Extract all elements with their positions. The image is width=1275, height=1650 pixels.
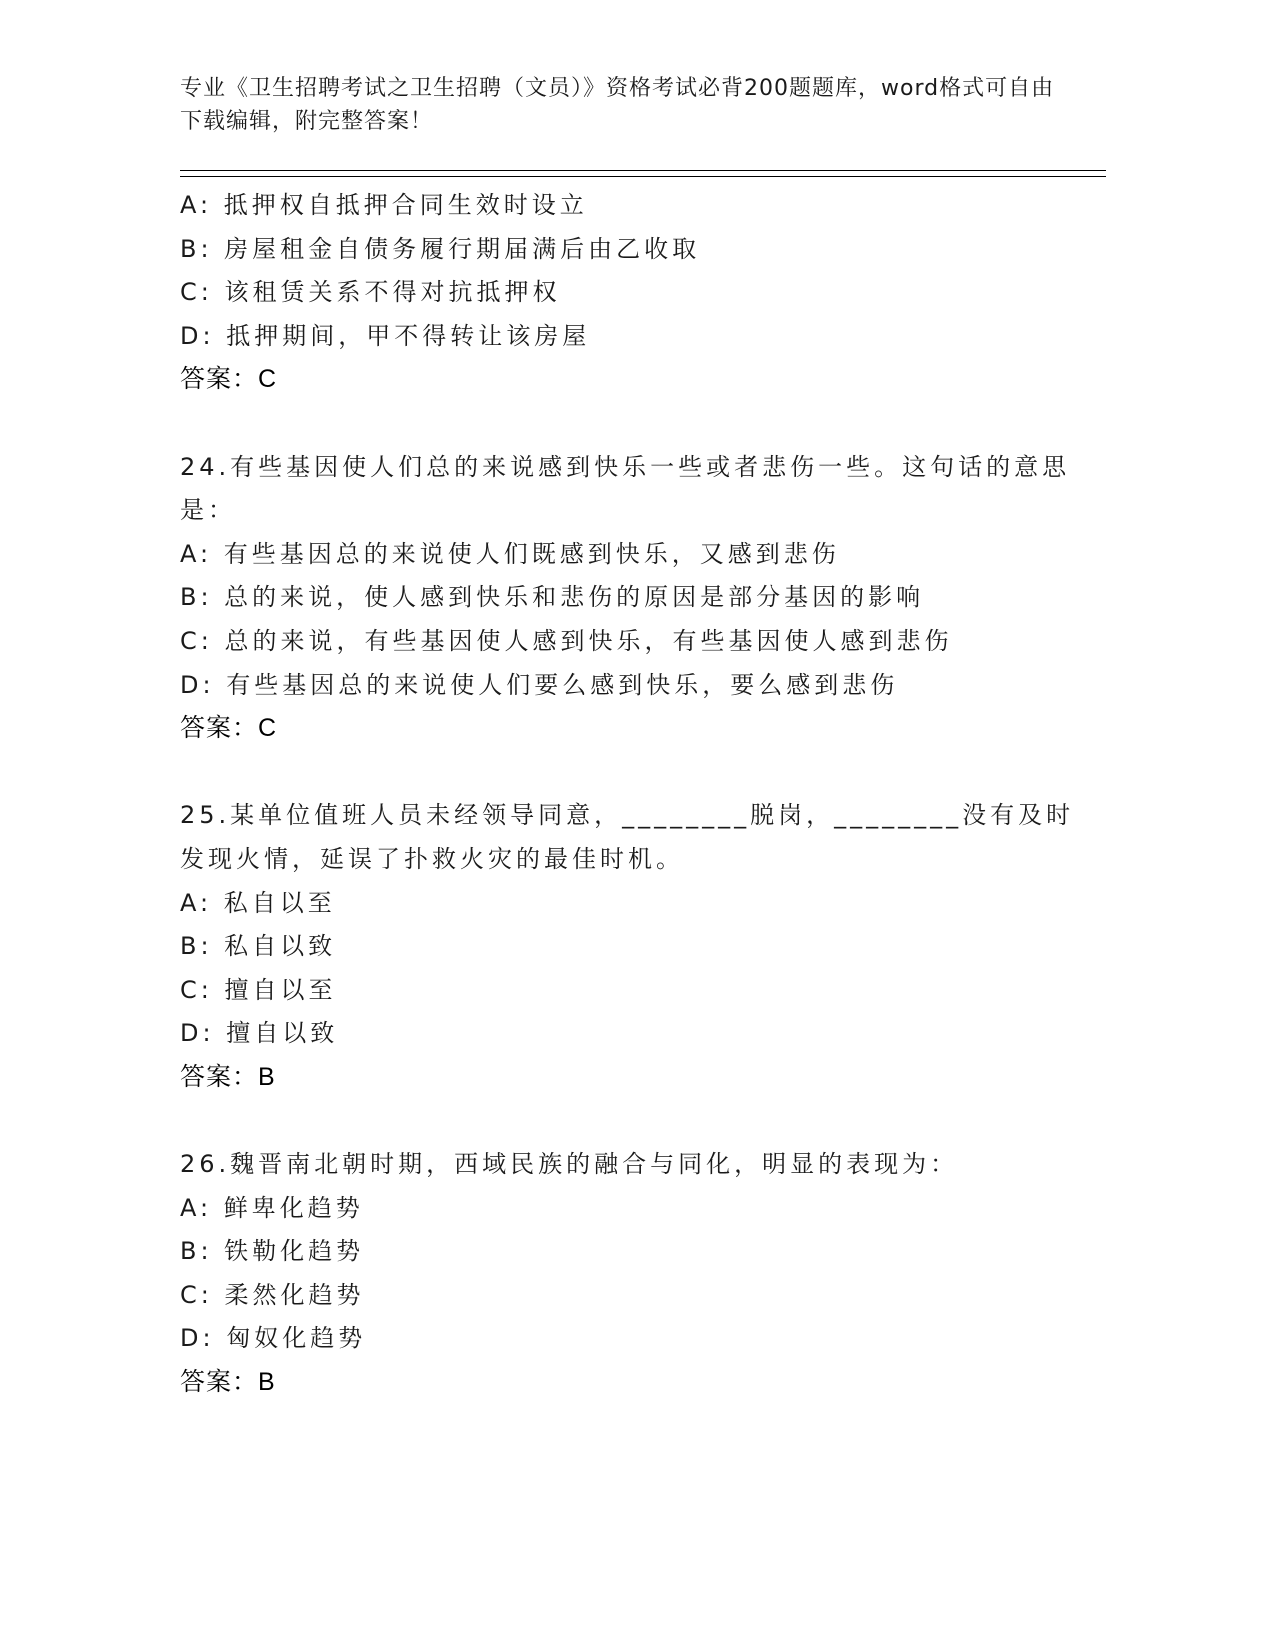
spacer bbox=[180, 402, 1080, 446]
option-b: B: 房屋租金自债务履行期届满后由乙收取 bbox=[180, 234, 701, 263]
option-d: D: 擅自以致 bbox=[180, 1019, 339, 1048]
spacer bbox=[180, 1099, 1080, 1143]
option-a: A: 抵押权自抵押合同生效时设立 bbox=[180, 191, 588, 219]
option-b: B: 总的来说，使人感到快乐和悲伤的原因是部分基因的影响 bbox=[180, 583, 925, 612]
header-rule-top bbox=[180, 170, 1106, 171]
answer: 答案：B bbox=[180, 1368, 276, 1397]
option-d: D: 抵押期间，甲不得转让该房屋 bbox=[180, 321, 591, 350]
question-26 bbox=[180, 1143, 1080, 1405]
answer: 答案：C bbox=[180, 714, 278, 743]
option-c: C: 该租赁关系不得对抗抵押权 bbox=[180, 278, 561, 307]
option-c: C: 总的来说，有些基因使人感到快乐，有些基因使人感到悲伤 bbox=[180, 626, 953, 655]
question-list bbox=[180, 184, 1080, 1405]
option-c: C: 擅自以至 bbox=[180, 975, 337, 1004]
question-stem: 24.有些基因使人们总的来说感到快乐一些或者悲伤一些。这句话的意思是： bbox=[180, 452, 1071, 525]
question-24 bbox=[180, 446, 1080, 751]
spacer bbox=[180, 751, 1080, 795]
answer: 答案：C bbox=[180, 365, 278, 394]
question-stem: 25.某单位值班人员未经领导同意，________脱岗，________没有及时发现火情，延误了扑救火灾的最佳时机。 bbox=[180, 801, 1075, 873]
option-d: D: 有些基因总的来说使人们要么感到快乐，要么感到悲伤 bbox=[180, 670, 899, 699]
question-23 bbox=[180, 184, 1080, 402]
header-rule-bottom bbox=[180, 176, 1106, 177]
answer: 答案：B bbox=[180, 1062, 276, 1091]
option-a: A: 鲜卑化趋势 bbox=[180, 1193, 364, 1222]
option-d: D: 匈奴化趋势 bbox=[180, 1324, 367, 1353]
option-a: A: 有些基因总的来说使人们既感到快乐，又感到悲伤 bbox=[180, 539, 840, 568]
option-c: C: 柔然化趋势 bbox=[180, 1280, 365, 1309]
option-b: B: 铁勒化趋势 bbox=[180, 1237, 365, 1266]
option-a: A: 私自以至 bbox=[180, 888, 336, 917]
question-25 bbox=[180, 794, 1080, 1099]
document-header: 专业《卫生招聘考试之卫生招聘（文员）》资格考试必背200题题库，word格式可自由下载编辑，附完整答案！ bbox=[180, 76, 1055, 134]
question-stem: 26.魏晋南北朝时期，西域民族的融合与同化，明显的表现为： bbox=[180, 1150, 959, 1179]
option-b: B: 私自以致 bbox=[180, 932, 337, 961]
